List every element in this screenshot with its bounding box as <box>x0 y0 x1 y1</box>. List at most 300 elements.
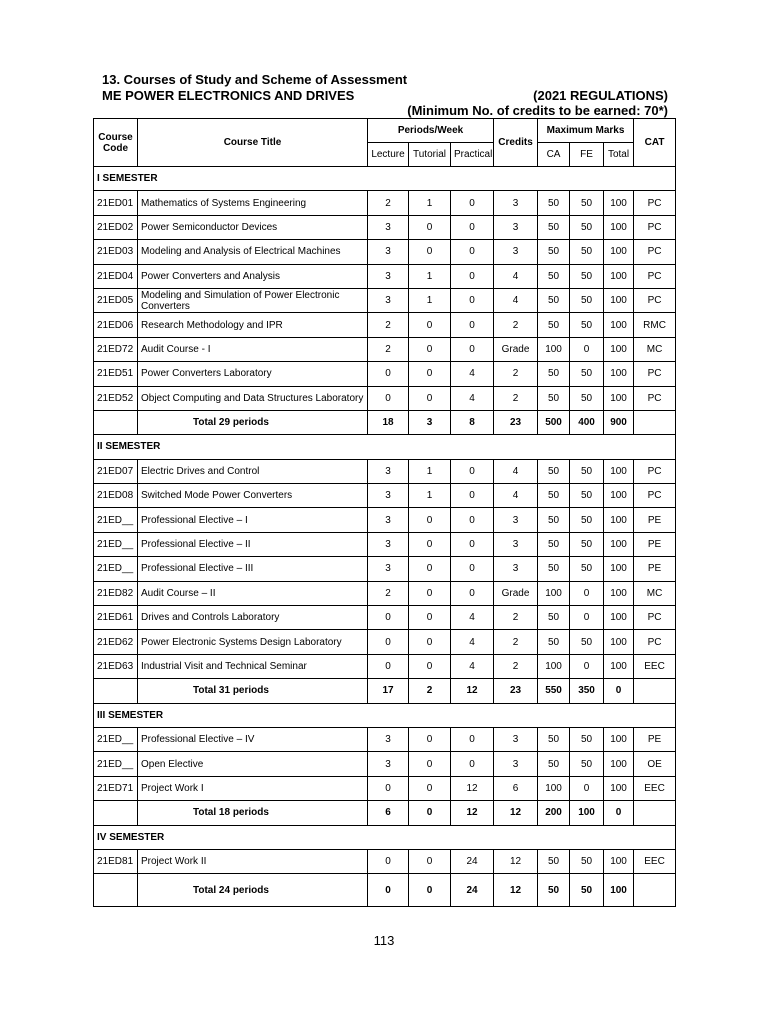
fe-cell: 50 <box>570 849 604 873</box>
total-ca: 50 <box>538 874 570 907</box>
total-spacer <box>94 801 138 825</box>
credits-cell: Grade <box>494 337 538 361</box>
practical-cell: 12 <box>451 776 494 800</box>
course-title: Electric Drives and Control <box>138 459 368 483</box>
course-title: Object Computing and Data Structures Laboratory <box>138 386 368 410</box>
regulations-label: (2021 REGULATIONS) <box>533 88 668 103</box>
ca-cell: 50 <box>538 557 570 581</box>
practical-cell: 0 <box>451 727 494 751</box>
total-total: 100 <box>604 874 634 907</box>
total-cell: 100 <box>604 532 634 556</box>
course-code: 21ED52 <box>94 386 138 410</box>
total-cell: 100 <box>604 240 634 264</box>
credits-cell: Grade <box>494 581 538 605</box>
semester-label: III SEMESTER <box>94 703 676 727</box>
credits-cell: 12 <box>494 849 538 873</box>
credits-cell: 4 <box>494 288 538 312</box>
lecture-cell: 3 <box>368 727 409 751</box>
fe-cell: 0 <box>570 654 604 678</box>
tutorial-cell: 0 <box>409 752 451 776</box>
page-number: 113 <box>373 933 395 948</box>
total-cell: 100 <box>604 776 634 800</box>
course-title: Modeling and Simulation of Power Electronic Converters <box>138 288 368 312</box>
doc-heading: 13. Courses of Study and Scheme of Assessment <box>102 72 408 87</box>
table-row <box>94 654 676 678</box>
semester-label: IV SEMESTER <box>94 825 676 849</box>
fe-cell: 50 <box>570 362 604 386</box>
table-row <box>94 508 676 532</box>
cat-cell: PE <box>634 508 676 532</box>
course-title: Professional Elective – II <box>138 532 368 556</box>
lecture-cell: 0 <box>368 849 409 873</box>
practical-cell: 4 <box>451 630 494 654</box>
header-credits: Credits <box>494 119 538 167</box>
total-label: Total 18 periods <box>138 801 368 825</box>
table-row <box>94 337 676 361</box>
practical-cell: 0 <box>451 752 494 776</box>
total-fe: 350 <box>570 679 604 703</box>
credits-cell: 3 <box>494 532 538 556</box>
cat-cell: EEC <box>634 654 676 678</box>
credits-cell: 2 <box>494 386 538 410</box>
table-row <box>94 532 676 556</box>
credits-cell: 3 <box>494 727 538 751</box>
lecture-cell: 3 <box>368 557 409 581</box>
ca-cell: 50 <box>538 727 570 751</box>
course-code: 21ED63 <box>94 654 138 678</box>
semester-row <box>94 825 676 849</box>
lecture-cell: 0 <box>368 630 409 654</box>
tutorial-cell: 0 <box>409 386 451 410</box>
credits-cell: 3 <box>494 240 538 264</box>
cat-cell: PC <box>634 484 676 508</box>
practical-cell: 4 <box>451 606 494 630</box>
cat-cell: PC <box>634 264 676 288</box>
header-total: Total <box>604 143 634 167</box>
fe-cell: 50 <box>570 484 604 508</box>
total-cell: 100 <box>604 654 634 678</box>
fe-cell: 50 <box>570 459 604 483</box>
tutorial-cell: 0 <box>409 240 451 264</box>
course-title: Industrial Visit and Technical Seminar <box>138 654 368 678</box>
tutorial-cell: 0 <box>409 362 451 386</box>
lecture-cell: 2 <box>368 337 409 361</box>
course-code: 21ED__ <box>94 752 138 776</box>
fe-cell: 50 <box>570 532 604 556</box>
header-ca: CA <box>538 143 570 167</box>
cat-cell: EEC <box>634 849 676 873</box>
tutorial-cell: 0 <box>409 606 451 630</box>
table-row <box>94 752 676 776</box>
practical-cell: 0 <box>451 337 494 361</box>
tutorial-cell: 1 <box>409 288 451 312</box>
total-fe: 50 <box>570 874 604 907</box>
header-course-code: Course Code <box>94 119 138 167</box>
total-practical: 12 <box>451 679 494 703</box>
cat-cell: PC <box>634 240 676 264</box>
table-row <box>94 849 676 873</box>
table-row <box>94 362 676 386</box>
header-max-marks: Maximum Marks <box>538 119 634 143</box>
table-row <box>94 459 676 483</box>
lecture-cell: 0 <box>368 362 409 386</box>
credits-cell: 2 <box>494 630 538 654</box>
course-title: Power Converters and Analysis <box>138 264 368 288</box>
ca-cell: 100 <box>538 337 570 361</box>
ca-cell: 50 <box>538 508 570 532</box>
cat-cell: EEC <box>634 776 676 800</box>
table-row <box>94 776 676 800</box>
table-row <box>94 606 676 630</box>
lecture-cell: 0 <box>368 386 409 410</box>
total-credits: 23 <box>494 679 538 703</box>
total-label: Total 31 periods <box>138 679 368 703</box>
tutorial-cell: 0 <box>409 337 451 361</box>
total-spacer <box>94 679 138 703</box>
course-title: Audit Course - I <box>138 337 368 361</box>
table-row <box>94 386 676 410</box>
ca-cell: 50 <box>538 606 570 630</box>
fe-cell: 50 <box>570 191 604 215</box>
course-code: 21ED07 <box>94 459 138 483</box>
total-cell: 100 <box>604 386 634 410</box>
practical-cell: 0 <box>451 191 494 215</box>
table-row <box>94 557 676 581</box>
cat-cell: PC <box>634 386 676 410</box>
cat-cell: PC <box>634 362 676 386</box>
practical-cell: 0 <box>451 288 494 312</box>
course-code: 21ED61 <box>94 606 138 630</box>
total-lecture: 6 <box>368 801 409 825</box>
total-cell: 100 <box>604 581 634 605</box>
lecture-cell: 3 <box>368 240 409 264</box>
cat-cell: PE <box>634 727 676 751</box>
course-code: 21ED__ <box>94 727 138 751</box>
ca-cell: 50 <box>538 484 570 508</box>
ca-cell: 100 <box>538 654 570 678</box>
tutorial-cell: 0 <box>409 776 451 800</box>
total-practical: 24 <box>451 874 494 907</box>
course-code: 21ED03 <box>94 240 138 264</box>
course-title: Power Semiconductor Devices <box>138 215 368 239</box>
fe-cell: 50 <box>570 288 604 312</box>
cat-cell: PC <box>634 191 676 215</box>
fe-cell: 50 <box>570 313 604 337</box>
course-code: 21ED62 <box>94 630 138 654</box>
total-label: Total 24 periods <box>138 874 368 907</box>
total-tutorial: 0 <box>409 801 451 825</box>
total-cell: 100 <box>604 557 634 581</box>
semester-row <box>94 167 676 191</box>
practical-cell: 0 <box>451 484 494 508</box>
course-title: Modeling and Analysis of Electrical Machines <box>138 240 368 264</box>
course-code: 21ED02 <box>94 215 138 239</box>
fe-cell: 0 <box>570 337 604 361</box>
practical-cell: 0 <box>451 459 494 483</box>
course-code: 21ED72 <box>94 337 138 361</box>
lecture-cell: 3 <box>368 215 409 239</box>
fe-cell: 50 <box>570 752 604 776</box>
fe-cell: 50 <box>570 215 604 239</box>
tutorial-cell: 1 <box>409 484 451 508</box>
ca-cell: 50 <box>538 240 570 264</box>
total-cell: 100 <box>604 337 634 361</box>
total-spacer <box>94 874 138 907</box>
course-title: Power Electronic Systems Design Laboratory <box>138 630 368 654</box>
total-fe: 400 <box>570 410 604 434</box>
cat-cell: OE <box>634 752 676 776</box>
fe-cell: 50 <box>570 386 604 410</box>
lecture-cell: 2 <box>368 191 409 215</box>
tutorial-cell: 0 <box>409 508 451 532</box>
total-cell: 100 <box>604 191 634 215</box>
semester-total-row <box>94 410 676 434</box>
tutorial-cell: 0 <box>409 581 451 605</box>
tutorial-cell: 0 <box>409 532 451 556</box>
fe-cell: 50 <box>570 264 604 288</box>
course-title: Audit Course – II <box>138 581 368 605</box>
cat-cell: RMC <box>634 313 676 337</box>
total-label: Total 29 periods <box>138 410 368 434</box>
total-tutorial: 3 <box>409 410 451 434</box>
lecture-cell: 3 <box>368 288 409 312</box>
lecture-cell: 2 <box>368 581 409 605</box>
practical-cell: 0 <box>451 240 494 264</box>
course-title: Professional Elective – I <box>138 508 368 532</box>
cat-cell: PC <box>634 459 676 483</box>
credits-cell: 2 <box>494 654 538 678</box>
credits-cell: 4 <box>494 484 538 508</box>
course-code: 21ED05 <box>94 288 138 312</box>
credits-cell: 2 <box>494 313 538 337</box>
credits-cell: 4 <box>494 264 538 288</box>
cat-cell: MC <box>634 337 676 361</box>
fe-cell: 50 <box>570 508 604 532</box>
practical-cell: 4 <box>451 362 494 386</box>
total-credits: 12 <box>494 874 538 907</box>
credits-cell: 3 <box>494 557 538 581</box>
tutorial-cell: 0 <box>409 727 451 751</box>
total-cell: 100 <box>604 484 634 508</box>
fe-cell: 50 <box>570 630 604 654</box>
practical-cell: 4 <box>451 386 494 410</box>
practical-cell: 4 <box>451 654 494 678</box>
ca-cell: 50 <box>538 288 570 312</box>
total-cell: 100 <box>604 752 634 776</box>
credits-cell: 3 <box>494 191 538 215</box>
total-cell: 100 <box>604 630 634 654</box>
lecture-cell: 3 <box>368 752 409 776</box>
total-total: 0 <box>604 679 634 703</box>
ca-cell: 50 <box>538 752 570 776</box>
semester-total-row <box>94 679 676 703</box>
tutorial-cell: 0 <box>409 654 451 678</box>
total-cell: 100 <box>604 849 634 873</box>
lecture-cell: 3 <box>368 484 409 508</box>
table-row <box>94 288 676 312</box>
total-credits: 23 <box>494 410 538 434</box>
practical-cell: 24 <box>451 849 494 873</box>
tutorial-cell: 0 <box>409 215 451 239</box>
ca-cell: 100 <box>538 776 570 800</box>
total-cell: 100 <box>604 264 634 288</box>
total-cell: 100 <box>604 459 634 483</box>
tutorial-cell: 1 <box>409 191 451 215</box>
total-practical: 12 <box>451 801 494 825</box>
ca-cell: 50 <box>538 459 570 483</box>
lecture-cell: 2 <box>368 313 409 337</box>
credits-cell: 2 <box>494 606 538 630</box>
semester-label: I SEMESTER <box>94 167 676 191</box>
course-code: 21ED__ <box>94 557 138 581</box>
tutorial-cell: 0 <box>409 557 451 581</box>
ca-cell: 50 <box>538 630 570 654</box>
course-title: Project Work I <box>138 776 368 800</box>
credits-cell: 3 <box>494 752 538 776</box>
total-cell: 100 <box>604 508 634 532</box>
total-lecture: 18 <box>368 410 409 434</box>
fe-cell: 0 <box>570 776 604 800</box>
cat-cell: PC <box>634 630 676 654</box>
table-row <box>94 215 676 239</box>
total-cell: 100 <box>604 215 634 239</box>
fe-cell: 50 <box>570 240 604 264</box>
course-code: 21ED04 <box>94 264 138 288</box>
ca-cell: 50 <box>538 386 570 410</box>
ca-cell: 50 <box>538 532 570 556</box>
table-row <box>94 630 676 654</box>
course-code: 21ED__ <box>94 532 138 556</box>
fe-cell: 0 <box>570 606 604 630</box>
lecture-cell: 3 <box>368 508 409 532</box>
course-title: Mathematics of Systems Engineering <box>138 191 368 215</box>
total-cell: 100 <box>604 313 634 337</box>
ca-cell: 50 <box>538 849 570 873</box>
semester-row <box>94 435 676 459</box>
semester-total-row <box>94 874 676 907</box>
total-total: 900 <box>604 410 634 434</box>
lecture-cell: 3 <box>368 264 409 288</box>
course-code: 21ED__ <box>94 508 138 532</box>
total-practical: 8 <box>451 410 494 434</box>
header-fe: FE <box>570 143 604 167</box>
total-spacer <box>94 410 138 434</box>
course-title: Research Methodology and IPR <box>138 313 368 337</box>
total-cat <box>634 410 676 434</box>
practical-cell: 0 <box>451 581 494 605</box>
credits-cell: 3 <box>494 508 538 532</box>
total-credits: 12 <box>494 801 538 825</box>
total-cell: 100 <box>604 362 634 386</box>
scheme-table <box>93 118 676 907</box>
header-course-title: Course Title <box>138 119 368 167</box>
course-code: 21ED08 <box>94 484 138 508</box>
total-lecture: 0 <box>368 874 409 907</box>
table-row <box>94 484 676 508</box>
fe-cell: 50 <box>570 557 604 581</box>
table-row <box>94 313 676 337</box>
ca-cell: 50 <box>538 313 570 337</box>
total-cell: 100 <box>604 727 634 751</box>
header-practical: Practical <box>451 143 494 167</box>
course-code: 21ED82 <box>94 581 138 605</box>
lecture-cell: 0 <box>368 606 409 630</box>
cat-cell: PC <box>634 288 676 312</box>
tutorial-cell: 1 <box>409 264 451 288</box>
course-code: 21ED71 <box>94 776 138 800</box>
course-title: Professional Elective – IV <box>138 727 368 751</box>
ca-cell: 50 <box>538 215 570 239</box>
total-cell: 100 <box>604 606 634 630</box>
course-code: 21ED01 <box>94 191 138 215</box>
total-ca: 500 <box>538 410 570 434</box>
table-row <box>94 581 676 605</box>
total-cat <box>634 801 676 825</box>
course-title: Switched Mode Power Converters <box>138 484 368 508</box>
credits-cell: 2 <box>494 362 538 386</box>
total-cat <box>634 679 676 703</box>
ca-cell: 100 <box>538 581 570 605</box>
ca-cell: 50 <box>538 362 570 386</box>
lecture-cell: 0 <box>368 654 409 678</box>
fe-cell: 50 <box>570 727 604 751</box>
cat-cell: PC <box>634 606 676 630</box>
cat-cell: MC <box>634 581 676 605</box>
lecture-cell: 0 <box>368 776 409 800</box>
course-code: 21ED06 <box>94 313 138 337</box>
tutorial-cell: 0 <box>409 630 451 654</box>
course-title: Project Work II <box>138 849 368 873</box>
fe-cell: 0 <box>570 581 604 605</box>
practical-cell: 0 <box>451 215 494 239</box>
tutorial-cell: 1 <box>409 459 451 483</box>
credits-cell: 4 <box>494 459 538 483</box>
min-credits-label: (Minimum No. of credits to be earned: 70*) <box>407 103 668 118</box>
course-code: 21ED81 <box>94 849 138 873</box>
total-lecture: 17 <box>368 679 409 703</box>
table-row <box>94 191 676 215</box>
course-title: Drives and Controls Laboratory <box>138 606 368 630</box>
semester-total-row <box>94 801 676 825</box>
ca-cell: 50 <box>538 264 570 288</box>
semester-label: II SEMESTER <box>94 435 676 459</box>
course-title: Professional Elective – III <box>138 557 368 581</box>
credits-cell: 6 <box>494 776 538 800</box>
tutorial-cell: 0 <box>409 313 451 337</box>
practical-cell: 0 <box>451 508 494 532</box>
practical-cell: 0 <box>451 264 494 288</box>
credits-cell: 3 <box>494 215 538 239</box>
table-row <box>94 727 676 751</box>
total-fe: 100 <box>570 801 604 825</box>
practical-cell: 0 <box>451 532 494 556</box>
table-row <box>94 264 676 288</box>
table-row <box>94 240 676 264</box>
header-tutorial: Tutorial <box>409 143 451 167</box>
semester-row <box>94 703 676 727</box>
practical-cell: 0 <box>451 557 494 581</box>
lecture-cell: 3 <box>368 459 409 483</box>
total-tutorial: 2 <box>409 679 451 703</box>
total-tutorial: 0 <box>409 874 451 907</box>
course-code: 21ED51 <box>94 362 138 386</box>
total-cell: 100 <box>604 288 634 312</box>
cat-cell: PC <box>634 215 676 239</box>
ca-cell: 50 <box>538 191 570 215</box>
total-ca: 200 <box>538 801 570 825</box>
header-lecture: Lecture <box>368 143 409 167</box>
programme-title: ME POWER ELECTRONICS AND DRIVES <box>102 88 355 103</box>
